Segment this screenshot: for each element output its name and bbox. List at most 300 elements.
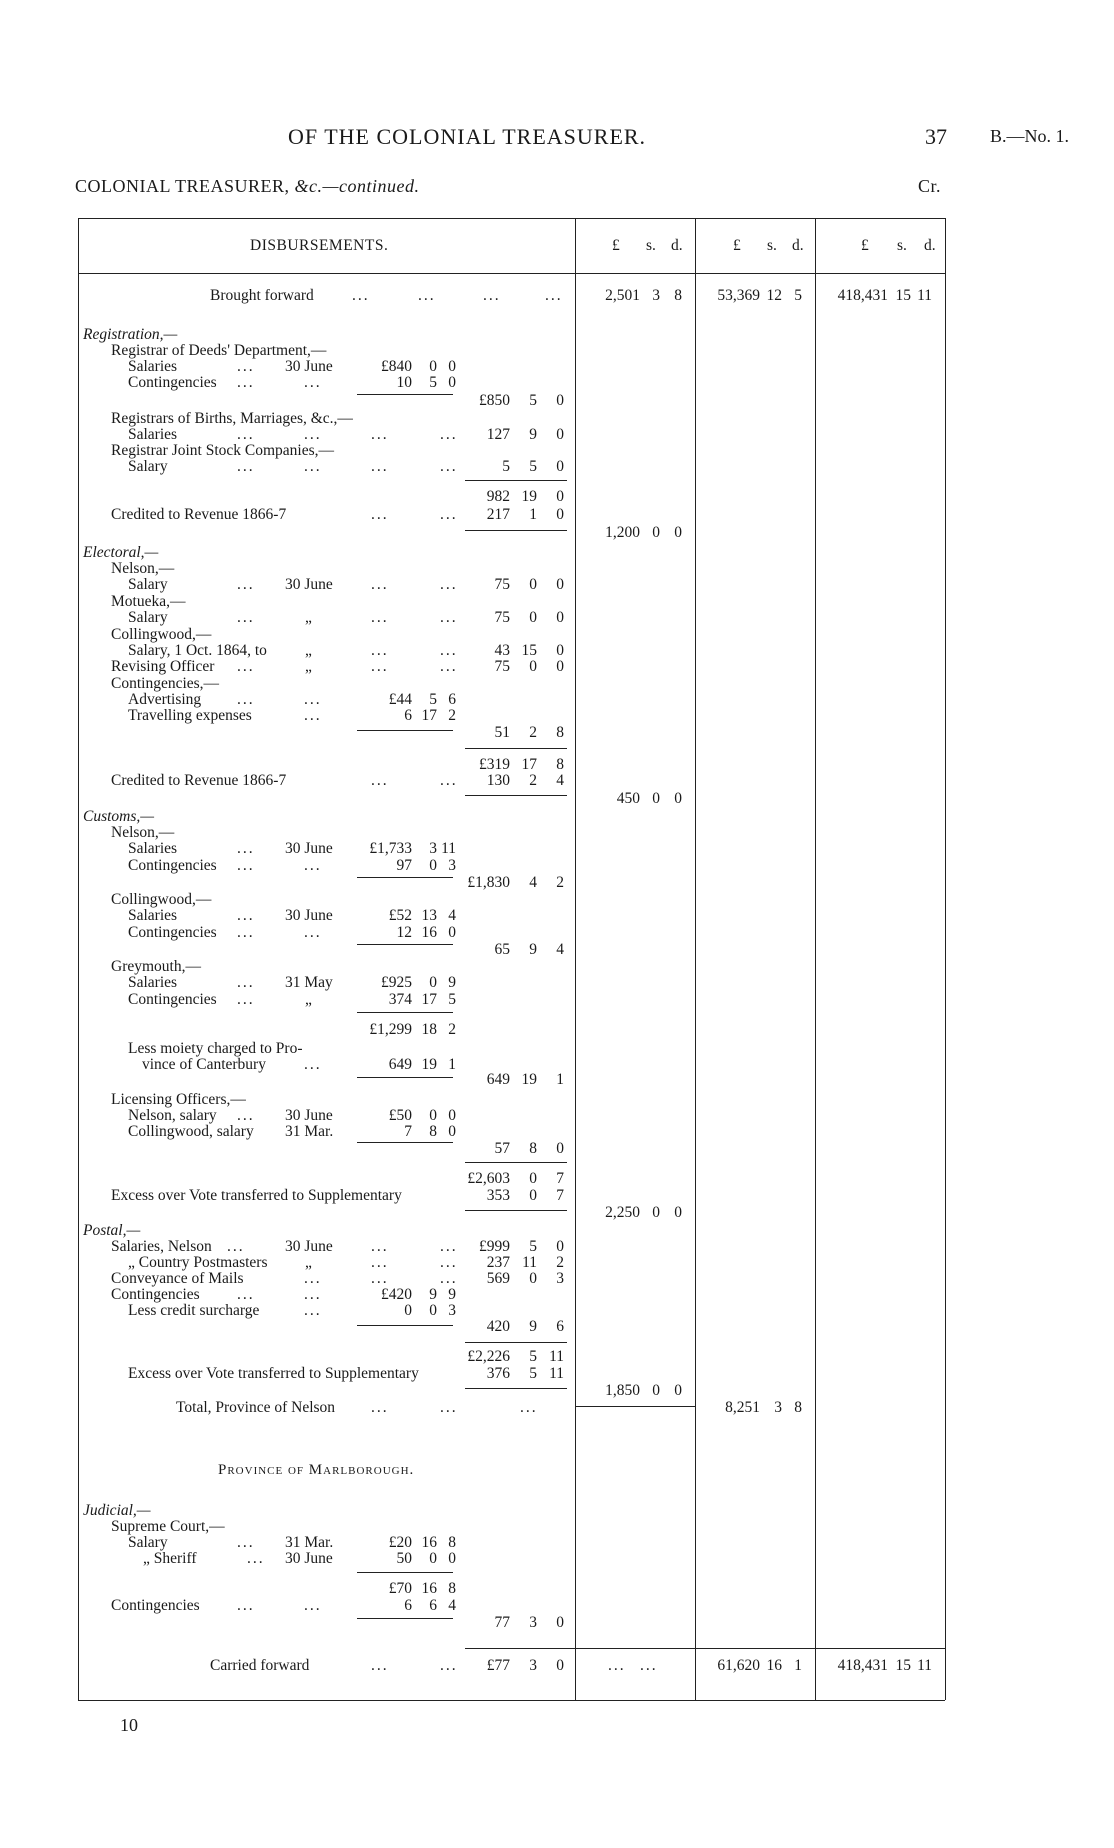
el-revising-amount-pence: 0 (556, 658, 564, 675)
cu-less-moiety-line2: vince of Canterbury (142, 1056, 266, 1073)
province-marlborough-heading: Province of Marlborough. (218, 1462, 415, 1478)
col3-shilling-header: s. (897, 237, 907, 254)
el-contingencies-total-shillings: 2 (529, 724, 537, 741)
ju-subtotal-pence: 8 (448, 1580, 456, 1597)
el-total-pounds: £319 (479, 756, 510, 773)
col3-pence-header: d. (924, 237, 936, 254)
reg-salaries-label: Salaries (128, 358, 178, 375)
cu-excess-amount-pounds: 353 (486, 1187, 510, 1204)
cu-collingwood-heading: Collingwood,— (111, 891, 212, 908)
cu-licensing-collingwood-date: 31 Mar. (285, 1123, 334, 1140)
reg-joint-amount-pounds: 5 (502, 458, 510, 475)
po-contingencies-amount-pence: 9 (448, 1286, 456, 1303)
leader-dots: ... (352, 287, 370, 304)
el-collingwood-amount-pence: 0 (556, 642, 564, 659)
reg-joint-amount-pence: 0 (556, 458, 564, 475)
brought-forward-col1-pounds: 2,501 (605, 287, 640, 304)
po-salaries-label: Salaries, Nelson (111, 1238, 212, 1255)
leader-dots: ... (304, 458, 322, 475)
cu-licensing-nelson-label: Nelson, salary (128, 1107, 217, 1124)
subtotal-rule (465, 1210, 567, 1211)
leader-dots: ... (304, 691, 322, 708)
leader-dots: ... (237, 358, 255, 375)
section-judicial: Judicial,— (83, 1502, 151, 1519)
po-salaries-amount-shillings: 5 (529, 1238, 537, 1255)
brought-forward-col2-shillings: 12 (766, 287, 782, 304)
leader-dots: ... (440, 658, 458, 675)
column-divider-2 (695, 218, 696, 1700)
cu-nelson-total-shillings: 4 (529, 874, 537, 891)
reg-salaries-amount-shillings: 0 (429, 358, 437, 375)
po-less-credit-amount-shillings: 0 (429, 1302, 437, 1319)
ju-contingencies-label: Contingencies (111, 1597, 200, 1614)
subtotal-rule (357, 1325, 453, 1326)
leader-dots: ... (371, 658, 389, 675)
brought-forward-col1-shillings: 3 (652, 287, 660, 304)
cu-collingwood-total-pence: 4 (556, 941, 564, 958)
leader-dots: ... (237, 658, 255, 675)
el-revising-amount-pounds: 75 (494, 658, 510, 675)
registration-net-shillings: 0 (652, 524, 660, 541)
po-salaries-amount-pounds: £999 (479, 1238, 510, 1255)
subtotal-rule (357, 944, 453, 945)
cu-total-pence: 7 (556, 1170, 564, 1187)
leader-dots: ... (237, 991, 255, 1008)
reg-total-pounds: 982 (486, 488, 510, 505)
leader-dots: ... (440, 426, 458, 443)
leader-dots: ... (304, 857, 322, 874)
el-motueka-salary-label: Salary (128, 609, 168, 626)
subtotal-rule (465, 530, 567, 531)
po-conveyance-amount-pounds: 569 (486, 1270, 510, 1287)
ditto-mark: „ (305, 609, 312, 626)
page-number: 37 (925, 124, 947, 149)
cu-collingwood-contingencies-amount-pounds: 12 (396, 924, 412, 941)
leader-dots: ... (371, 458, 389, 475)
leader-dots: ... (304, 924, 322, 941)
el-nelson-date: 30 June (285, 576, 333, 593)
leader-dots: ... (237, 576, 255, 593)
el-advertising-amount-shillings: 5 (429, 691, 437, 708)
leader-dots: ... (371, 609, 389, 626)
total-nelson-amount-shillings: 3 (774, 1399, 782, 1416)
po-contingencies-total-pence: 6 (556, 1318, 564, 1335)
el-credited-amount-shillings: 2 (529, 772, 537, 789)
el-motueka-amount-pounds: 75 (494, 609, 510, 626)
cu-licensing-collingwood-amount-shillings: 8 (429, 1123, 437, 1140)
reg-joint-salary-label: Salary (128, 458, 168, 475)
cu-licensing-collingwood-amount-pounds: 7 (404, 1123, 412, 1140)
po-conveyance-label: Conveyance of Mails (111, 1270, 244, 1287)
subtotal-rule (465, 1388, 567, 1389)
brought-forward-label: Brought forward (210, 287, 314, 304)
leader-dots: ... (440, 506, 458, 523)
cu-less-moiety-line1: Less moiety charged to Pro- (128, 1040, 303, 1057)
el-travelling-amount-pounds: 6 (404, 707, 412, 724)
po-country-postmasters-amount-pence: 2 (556, 1254, 564, 1271)
el-advertising-amount-pounds: £44 (388, 691, 412, 708)
page-title: OF THE COLONIAL TREASURER. (288, 124, 647, 149)
reg-deeds-total-shillings: 5 (529, 392, 537, 409)
reg-joint-amount-shillings: 5 (529, 458, 537, 475)
leader-dots: ... (371, 1657, 389, 1674)
cu-nelson-salaries-amount-pence: 11 (441, 840, 456, 857)
ju-total-pence: 0 (556, 1614, 564, 1631)
cu-greymouth-heading: Greymouth,— (111, 958, 201, 975)
po-total-shillings: 5 (529, 1348, 537, 1365)
cu-licensing-nelson-date: 30 June (285, 1107, 333, 1124)
account-title (75, 176, 420, 197)
cu-total-shillings: 0 (529, 1170, 537, 1187)
el-collingwood-heading: Collingwood,— (111, 626, 212, 643)
customs-net-pounds: 2,250 (605, 1204, 640, 1221)
po-conveyance-amount-pence: 3 (556, 1270, 564, 1287)
leader-dots: ... (371, 506, 389, 523)
carried-forward-label: Carried forward (210, 1657, 310, 1674)
brought-forward-col1-pence: 8 (674, 287, 682, 304)
leader-dots: ... (418, 287, 436, 304)
cu-collingwood-salaries-amount-shillings: 13 (421, 907, 437, 924)
cu-total-pounds: £2,603 (467, 1170, 510, 1187)
cu-greymouth-total-pence: 1 (556, 1071, 564, 1088)
cu-licensing-nelson-amount-shillings: 0 (429, 1107, 437, 1124)
cu-nelson-total-pounds: £1,830 (467, 874, 510, 891)
leader-dots: ... (247, 1550, 265, 1567)
leader-dots: ... (371, 1238, 389, 1255)
reg-deeds-heading: Registrar of Deeds' Department,— (111, 342, 327, 359)
reg-salaries-amount-pounds: £840 (381, 358, 412, 375)
carried-forward-col2-shillings: 16 (766, 1657, 782, 1674)
el-collingwood-amount-shillings: 15 (521, 642, 537, 659)
cu-less-moiety-amount-pence: 1 (448, 1056, 456, 1073)
subtotal-rule (465, 1162, 567, 1163)
ditto-mark: „ (305, 642, 312, 659)
leader-dots: ... (440, 1254, 458, 1271)
cu-greymouth-date: 31 May (285, 974, 333, 991)
cu-collingwood-salaries-label: Salaries (128, 907, 178, 924)
total-nelson-amount-pence: 8 (794, 1399, 802, 1416)
subtotal-rule (357, 1142, 453, 1143)
leader-dots: ... (304, 374, 322, 391)
brought-forward-col2-pounds: 53,369 (717, 287, 760, 304)
section-postal: Postal,— (83, 1222, 141, 1239)
po-less-credit-label: Less credit surcharge (128, 1302, 260, 1319)
reg-credited-amount-pounds: 217 (486, 506, 510, 523)
cu-nelson-salaries-amount-shillings: 3 (429, 840, 437, 857)
cu-licensing-collingwood-amount-pence: 0 (448, 1123, 456, 1140)
leader-dots: ... (440, 576, 458, 593)
ju-contingencies-amount-pence: 4 (448, 1597, 456, 1614)
col1-shilling-header: s. (646, 237, 656, 254)
ju-subtotal-pounds: £70 (388, 1580, 412, 1597)
leader-dots: ... (520, 1399, 538, 1416)
leader-dots: ... (371, 772, 389, 789)
po-salaries-amount-pence: 0 (556, 1238, 564, 1255)
reg-salaries-date: 30 June (285, 358, 333, 375)
po-contingencies-total-shillings: 9 (529, 1318, 537, 1335)
leader-dots: ... (237, 1597, 255, 1614)
carried-forward-inner-pence: 0 (556, 1657, 564, 1674)
el-contingencies-total-pence: 8 (556, 724, 564, 741)
ju-sheriff-date: 30 June (285, 1550, 333, 1567)
el-credited-label: Credited to Revenue 1866-7 (111, 772, 287, 789)
reg-contingencies-label: Contingencies (128, 374, 217, 391)
reg-joint-heading: Registrar Joint Stock Companies,— (111, 442, 335, 459)
cu-greymouth-subtotal-shillings: 18 (421, 1021, 437, 1038)
leader-dots: ... (304, 1056, 322, 1073)
cu-licensing-nelson-amount-pounds: £50 (388, 1107, 412, 1124)
leader-dots: ... (227, 1238, 245, 1255)
cu-less-moiety-amount-pounds: 649 (388, 1056, 412, 1073)
leader-dots: ... (237, 840, 255, 857)
leader-dots: ... (237, 609, 255, 626)
reg-contingencies-amount-pounds: 10 (396, 374, 412, 391)
postal-net-pounds: 1,850 (605, 1382, 640, 1399)
carried-forward-col2-pence: 1 (794, 1657, 802, 1674)
po-excess-amount-pence: 11 (549, 1365, 564, 1382)
ju-salary-label: Salary (128, 1534, 168, 1551)
leader-dots: ... (237, 1286, 255, 1303)
reg-total-shillings: 19 (521, 488, 537, 505)
reg-births-salaries-label: Salaries (128, 426, 178, 443)
cu-greymouth-contingencies-amount-shillings: 17 (421, 991, 437, 1008)
registration-net-pounds: 1,200 (605, 524, 640, 541)
col2-shilling-header: s. (767, 237, 777, 254)
carried-forward-inner-pounds: £77 (486, 1657, 510, 1674)
leader-dots: ... (304, 1270, 322, 1287)
reg-births-amount-pence: 0 (556, 426, 564, 443)
ditto-mark: „ (305, 1254, 312, 1271)
table-right-rule (945, 218, 946, 1700)
reg-births-amount-pounds: 127 (486, 426, 510, 443)
cu-nelson-total-pence: 2 (556, 874, 564, 891)
cu-collingwood-date: 30 June (285, 907, 333, 924)
ju-sheriff-amount-shillings: 0 (429, 1550, 437, 1567)
reg-births-amount-shillings: 9 (529, 426, 537, 443)
subtotal-rule (357, 1077, 453, 1078)
el-revising-label: Revising Officer (111, 658, 215, 675)
leader-dots: ... (237, 458, 255, 475)
reg-credited-label: Credited to Revenue 1866-7 (111, 506, 287, 523)
cu-nelson-contingencies-amount-pounds: 97 (396, 857, 412, 874)
leader-dots: ... (304, 1597, 322, 1614)
cu-greymouth-contingencies-label: Contingencies (128, 991, 217, 1008)
el-total-shillings: 17 (521, 756, 537, 773)
col2-pound-header: £ (733, 237, 741, 254)
cu-licensing-heading: Licensing Officers,— (111, 1091, 246, 1108)
subtotal-rule (357, 394, 453, 395)
cu-nelson-contingencies-amount-shillings: 0 (429, 857, 437, 874)
leader-dots: ... (440, 772, 458, 789)
leader-dots: ... (237, 924, 255, 941)
subtotal-rule (357, 1012, 453, 1013)
cu-collingwood-salaries-amount-pounds: £52 (388, 907, 412, 924)
carried-forward-col2-pounds: 61,620 (717, 1657, 760, 1674)
subtotal-rule (465, 480, 567, 481)
cu-greymouth-contingencies-amount-pence: 5 (448, 991, 456, 1008)
customs-net-shillings: 0 (652, 1204, 660, 1221)
leader-dots: ... (237, 1107, 255, 1124)
cu-nelson-heading: Nelson,— (111, 824, 175, 841)
cu-licensing-total-shillings: 8 (529, 1140, 537, 1157)
carried-forward-col3-pence: 11 (917, 1657, 932, 1674)
credit-side-label: Cr. (918, 176, 942, 196)
el-motueka-amount-shillings: 0 (529, 609, 537, 626)
reg-salaries-amount-pence: 0 (448, 358, 456, 375)
electoral-net-pence: 0 (674, 790, 682, 807)
brought-forward-col3-pounds: 418,431 (837, 287, 888, 304)
carried-forward-inner-shillings: 3 (529, 1657, 537, 1674)
cu-greymouth-salaries-label: Salaries (128, 974, 178, 991)
reg-deeds-total-pence: 0 (556, 392, 564, 409)
leader-dots: ... (371, 642, 389, 659)
cu-licensing-total-pence: 0 (556, 1140, 564, 1157)
ju-salary-amount-pence: 8 (448, 1534, 456, 1551)
col2-pence-header: d. (792, 237, 804, 254)
el-total-pence: 8 (556, 756, 564, 773)
leader-dots: ... (371, 1399, 389, 1416)
el-travelling-amount-pence: 2 (448, 707, 456, 724)
po-country-postmasters-label: „ Country Postmasters (128, 1254, 268, 1271)
electoral-net-shillings: 0 (652, 790, 660, 807)
cu-collingwood-contingencies-amount-shillings: 16 (421, 924, 437, 941)
el-contingencies-total-pounds: 51 (494, 724, 510, 741)
reg-contingencies-amount-shillings: 5 (429, 374, 437, 391)
document-reference: B.—No. 1. (990, 126, 1070, 146)
cu-greymouth-total-shillings: 19 (521, 1071, 537, 1088)
table-left-rule (78, 218, 79, 1700)
po-less-credit-amount-pounds: 0 (404, 1302, 412, 1319)
el-travelling-label: Travelling expenses (128, 707, 252, 724)
po-country-postmasters-amount-shillings: 11 (522, 1254, 537, 1271)
cu-licensing-collingwood-label: Collingwood, salary (128, 1123, 254, 1140)
ju-total-shillings: 3 (529, 1614, 537, 1631)
column-divider-3 (815, 218, 816, 1700)
leader-dots: ... (237, 857, 255, 874)
ju-sheriff-amount-pence: 0 (448, 1550, 456, 1567)
col1-pence-header: d. (671, 237, 683, 254)
account-title-continued: &c.—continued. (294, 176, 420, 196)
leader-dots: ... (440, 458, 458, 475)
leader-dots: ... (371, 1254, 389, 1271)
carried-forward-col3-pounds: 418,431 (837, 1657, 888, 1674)
cu-nelson-contingencies-amount-pence: 3 (448, 857, 456, 874)
cu-excess-amount-pence: 7 (556, 1187, 564, 1204)
postal-net-shillings: 0 (652, 1382, 660, 1399)
ju-salary-date: 31 Mar. (285, 1534, 334, 1551)
leader-dots: ... (237, 691, 255, 708)
reg-deeds-total-pounds: £850 (479, 392, 510, 409)
cu-collingwood-contingencies-amount-pence: 0 (448, 924, 456, 941)
account-title-main: COLONIAL TREASURER, (75, 176, 295, 196)
leader-dots: ... (304, 426, 322, 443)
el-credited-amount-pence: 4 (556, 772, 564, 789)
el-nelson-salary-label: Salary (128, 576, 168, 593)
reg-credited-amount-pence: 0 (556, 506, 564, 523)
table-bottom-rule (78, 1700, 945, 1701)
subtotal-rule (465, 1342, 567, 1343)
cu-greymouth-subtotal-pounds: £1,299 (369, 1021, 412, 1038)
el-travelling-amount-shillings: 17 (421, 707, 437, 724)
leader-dots: ... (640, 1657, 658, 1674)
cu-collingwood-salaries-amount-pence: 4 (448, 907, 456, 924)
po-total-pence: 11 (549, 1348, 564, 1365)
leader-dots: ... (545, 287, 563, 304)
reg-credited-amount-shillings: 1 (529, 506, 537, 523)
cu-less-moiety-amount-shillings: 19 (421, 1056, 437, 1073)
ditto-mark: „ (305, 991, 312, 1008)
cu-nelson-salaries-label: Salaries (128, 840, 178, 857)
subtotal-rule (357, 730, 453, 731)
cu-nelson-contingencies-label: Contingencies (128, 857, 217, 874)
leader-dots: ... (440, 1238, 458, 1255)
carried-forward-col3-shillings: 15 (895, 1657, 911, 1674)
col1-pound-header: £ (612, 237, 620, 254)
subtotal-rule (357, 877, 453, 878)
el-advertising-label: Advertising (128, 691, 202, 708)
electoral-net-pounds: 450 (616, 790, 640, 807)
leader-dots: ... (237, 1534, 255, 1551)
po-contingencies-label: Contingencies (111, 1286, 200, 1303)
po-total-pounds: £2,226 (467, 1348, 510, 1365)
column-divider-1 (575, 218, 576, 1700)
po-country-postmasters-amount-pounds: 237 (486, 1254, 510, 1271)
brought-forward-col3-shillings: 15 (895, 287, 911, 304)
reg-contingencies-amount-pence: 0 (448, 374, 456, 391)
leader-dots: ... (371, 1270, 389, 1287)
po-excess-label: Excess over Vote transferred to Supplementary (128, 1365, 419, 1382)
column-total-rule (575, 1406, 695, 1407)
signature-mark: 10 (120, 1715, 138, 1735)
cu-greymouth-salaries-amount-pence: 9 (448, 974, 456, 991)
registration-net-pence: 0 (674, 524, 682, 541)
leader-dots: ... (440, 1270, 458, 1287)
leader-dots: ... (304, 1302, 322, 1319)
po-conveyance-amount-shillings: 0 (529, 1270, 537, 1287)
po-less-credit-amount-pence: 3 (448, 1302, 456, 1319)
ju-salary-amount-shillings: 16 (421, 1534, 437, 1551)
el-collingwood-salary-label: Salary, 1 Oct. 1864, to (128, 642, 267, 659)
cu-excess-amount-shillings: 0 (529, 1187, 537, 1204)
col3-pound-header: £ (861, 237, 869, 254)
cu-greymouth-subtotal-pence: 2 (448, 1021, 456, 1038)
subtotal-rule (465, 748, 567, 749)
el-collingwood-amount-pounds: 43 (494, 642, 510, 659)
section-customs: Customs,— (83, 808, 155, 825)
leader-dots: ... (304, 707, 322, 724)
po-excess-amount-pounds: 376 (486, 1365, 510, 1382)
ju-sheriff-label: „ Sheriff (143, 1550, 197, 1567)
reg-births-heading: Registrars of Births, Marriages, &c.,— (111, 410, 353, 427)
el-nelson-amount-shillings: 0 (529, 576, 537, 593)
subtotal-rule (465, 795, 567, 796)
ju-sheriff-amount-pounds: 50 (396, 1550, 412, 1567)
el-nelson-heading: Nelson,— (111, 560, 175, 577)
ditto-mark: „ (305, 658, 312, 675)
ju-subtotal-shillings: 16 (421, 1580, 437, 1597)
cu-greymouth-total-pounds: 649 (486, 1071, 510, 1088)
po-salaries-date: 30 June (285, 1238, 333, 1255)
cu-collingwood-contingencies-label: Contingencies (128, 924, 217, 941)
po-contingencies-total-pounds: 420 (486, 1318, 510, 1335)
cu-greymouth-salaries-amount-shillings: 0 (429, 974, 437, 991)
postal-net-pence: 0 (674, 1382, 682, 1399)
leader-dots: ... (237, 374, 255, 391)
leader-dots: ... (371, 426, 389, 443)
leader-dots: ... (237, 974, 255, 991)
ju-contingencies-amount-shillings: 6 (429, 1597, 437, 1614)
subtotal-rule (357, 1572, 453, 1573)
